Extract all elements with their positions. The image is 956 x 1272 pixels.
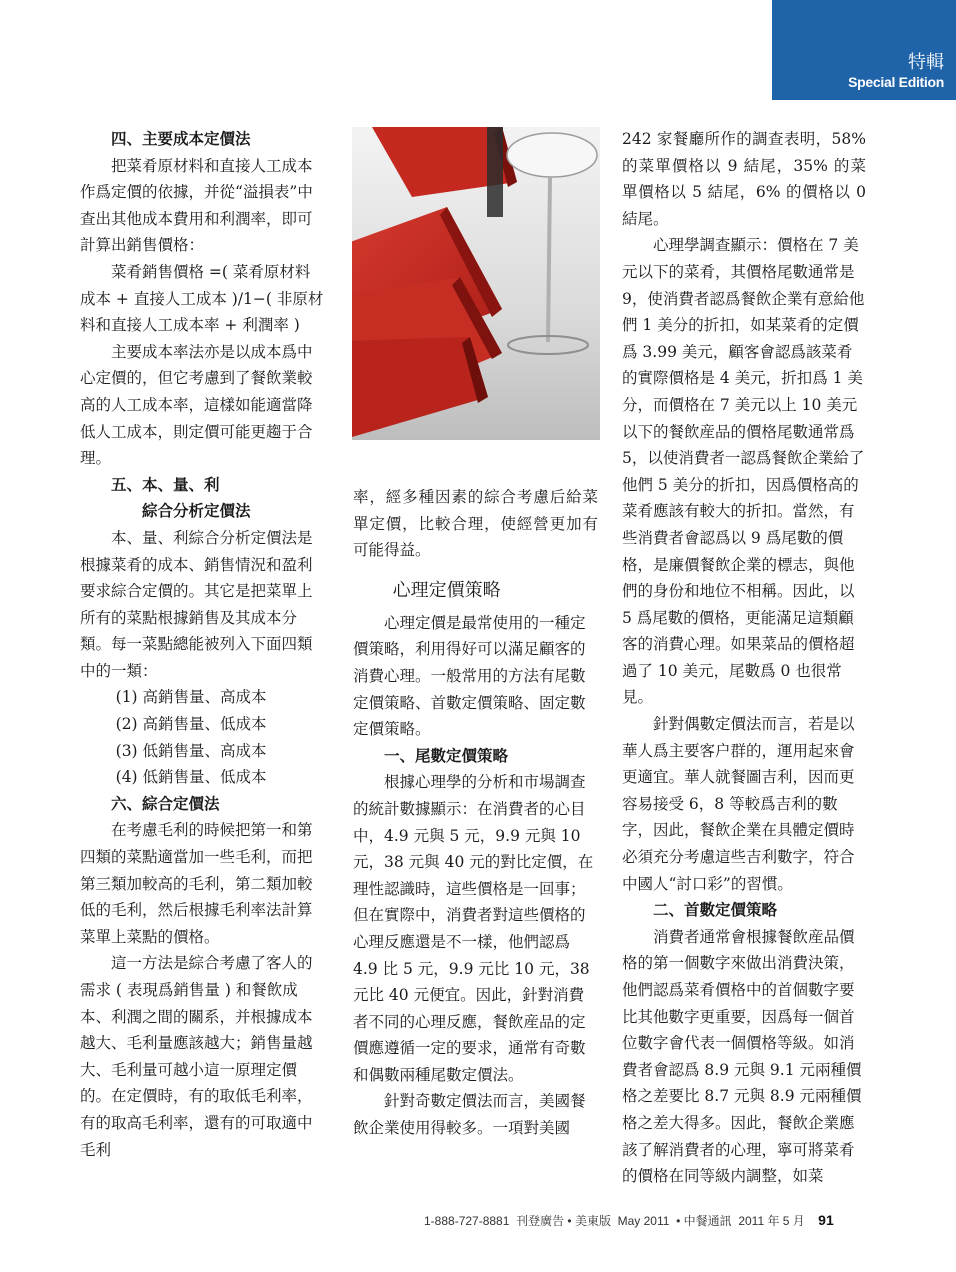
paragraph: 這一方法是綜合考慮了客人的需求 ( 表現爲銷售量 ) 和餐飲成本、利潤之間的關系，并根據成本越大、毛利量應該越大；銷售量越大、毛利量可越小這一原理定價的。在定價時，有的取低毛利率，有的取高毛利率，還有的可取適中毛利 [80, 954, 313, 1159]
section-title-zh: 特輯 [908, 52, 944, 73]
heading: 六、綜合定價法 [111, 793, 220, 813]
page-number: 91 [818, 1212, 834, 1228]
list-item: (2) 高銷售量、低成本 [115, 715, 267, 734]
paragraph: 針對偶數定價法而言，若是以華人爲主要客户群的，運用起來會更適宜。華人就餐圖吉利，因而更容易接受 6，8 等較爲吉利的數字，因此，餐飲企業在具體定價時必須充分考慮這些吉利數字，符合中國人“討口彩”的習慣。 [622, 715, 855, 893]
heading: 二、首數定價策略 [653, 900, 778, 920]
heading: 五、本、量、利 [111, 474, 220, 494]
paragraph: 在考慮毛利的時候把第一和第四類的菜點適當加一些毛利，而把第三類加較高的毛利，第二類加較低的毛利，然后根據毛利率法計算菜單上菜點的價格。 [80, 821, 313, 946]
list-item: (3) 低銷售量、高成本 [115, 741, 267, 760]
footer-ad: 刊登廣告 • 美東版 [516, 1214, 611, 1228]
heading: 一、尾數定價策略 [384, 745, 509, 765]
page-footer [424, 1212, 834, 1229]
list-item: (4) 低銷售量、低成本 [115, 768, 267, 787]
paragraph: 菜肴銷售價格 =( 菜肴原材料成本 + 直接人工成本 )/1−( 非原材料和直接人工成本率 + 利潤率 ) [80, 262, 324, 335]
paragraph: 心理學調查顯示：價格在 7 美元以下的菜肴，其價格尾數通常是 9，使消費者認爲餐飲企業有意給他們 1 美分的折扣，如某菜肴的定價爲 3.99 美元，顧客會認爲該菜肴的實際價格是 4 美元，折扣爲 1 美分，而價格在 7 美元以上 10 美元以下的餐飲産品的價格尾數通常爲 5，以使消費者一認爲餐飲企業給了他們 5 美分的折扣，因爲價格高的菜肴應該有較大的折扣。當然，有些消費者會認爲以 9 爲尾數的價格，是廉價餐飲企業的標志，與他們的身份和地位不相稱。因此，以 5 爲尾數的價格，更能滿足這類顧客的消費心理。如果菜品的價格超過了 10 美元，尾數爲 0 也很常見。 [622, 236, 865, 707]
paragraph: 針對奇數定價法而言，美國餐飲企業使用得較多。一項對美國 [353, 1092, 586, 1138]
footer-date-en: May 2011 [617, 1214, 670, 1228]
column-1 [80, 126, 325, 1163]
paragraph: 率，經多種因素的綜合考慮后給菜單定價，比較合理，使經營更加有可能得益。 [353, 488, 598, 560]
paragraph: 把菜肴原材料和直接人工成本作爲定價的依據，并從“溢損表”中查出其他成本費用和利潤率，即可計算出銷售價格： [80, 156, 313, 255]
footer-publication: • 中餐通訊 [676, 1214, 732, 1228]
paragraph: 心理定價是最常使用的一種定價策略，利用得好可以滿足顧客的消費心理。一般常用的方法有尾數定價策略、首數定價策略、固定數定價策略。 [353, 613, 586, 739]
paragraph: 根據心理學的分析和市場調查的統計數據顯示：在消費者的心目中，4.9 元與 5 元，9.9 元與 10 元，38 元與 40 元的對比定價，在理性認識時，這些價格是一回事；但在實際中，消費者對這些價格的心理反應還是不一樣，他們認爲 4.9 比 5 元，9.9 元比 10 元，38 元比 40 元便宜。因此，針對消費者不同的心理反應，餐飲産品的定價應遵循一定的要求，通常有奇數和偶數兩種尾數定價法。 [353, 773, 594, 1084]
section-title-en: Special Edition [848, 74, 944, 90]
footer-phone: 1-888-727-8881 [424, 1214, 510, 1228]
column-3 [622, 126, 866, 1190]
paragraph: 主要成本率法亦是以成本爲中心定價的，但它考慮到了餐飲業較高的人工成本率，這樣如能適當降低人工成本，則定價可能更趨于合理。 [80, 342, 313, 468]
list-item: (1) 高銷售量、高成本 [115, 688, 267, 707]
paragraph: 消費者通常會根據餐飲産品價格的第一個數字來做出消費決策，他們認爲菜肴價格中的首個數字要比其他數字更重要，因爲每一個首位數字會代表一個價格等級。如消費者會認爲 8.9 元與 9.1 元兩種價格之差要比 8.7 元與 8.9 元兩種價格之差大得多。因此，餐飲企業應該了解消費者的心理，寧可將菜肴的價格在同等級内調整，如菜 [622, 927, 862, 1186]
paragraph: 本、量、利綜合分析定價法是根據菜肴的成本、銷售情況和盈利要求綜合定價的。其它是把菜單上所有的菜點根據銷售及其成本分類。每一菜點總能被列入下面四類中的一類： [80, 528, 313, 680]
heading: 綜合分析定價法 [142, 501, 251, 521]
footer-date-zh: 2011 年 5 月 [738, 1214, 805, 1228]
heading: 心理定價策略 [392, 579, 501, 601]
paragraph: 242 家餐廳所作的調查表明，58% 的菜單價格以 9 結尾，35% 的菜單價格以 5 結尾，6% 的價格以 0 結尾。 [622, 130, 866, 228]
menu-folders-photo [352, 127, 600, 440]
heading: 四、主要成本定價法 [111, 129, 251, 148]
column-2 [353, 484, 598, 1142]
section-tab [772, 0, 956, 100]
